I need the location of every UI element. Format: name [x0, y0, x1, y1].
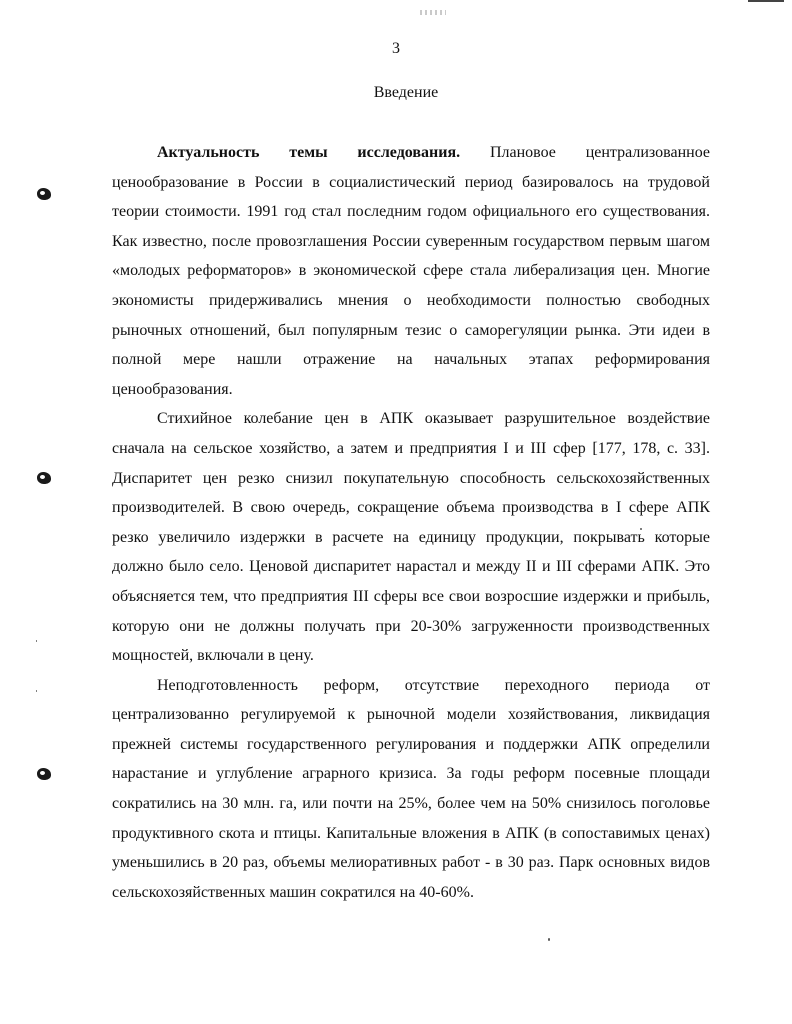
paragraph-relevance [112, 138, 710, 404]
section-title: Введение [373, 84, 439, 101]
binding-hole-mark [37, 188, 51, 200]
scan-speck [548, 938, 550, 941]
binding-hole-mark [37, 768, 51, 780]
paragraph-text: Плановое централизованное ценообразование в России в социалистический период базировалось на трудовой теории стоимости. 1991 год стал последним годом официального его существования. Как известно, после провозглашения России суверенным государством первым шагом «молодых реформаторов» в экономической сфере стала либерализация цен. Многие экономисты придерживались мнения о необходимости полностью свободных рыночных отношений, был популярным тезис о саморегуляции рынка. Эти идеи в полной мере нашли отражение на начальных этапах реформирования ценообразования. [112, 144, 710, 398]
body-text [112, 138, 710, 907]
scan-speck [36, 640, 37, 642]
binding-hole-mark [37, 472, 51, 484]
paragraph-price-fluctuation: Стихийное колебание цен в АПК оказывает разрушительное воздействие сначала на сельское хозяйство, а затем и предприятия I и III сфер [177, 178, с. 33]. Диспаритет цен резко снизил покупательную способность сельскохозяйственных производителей. В свою очередь, сокращение объема производства в I сфере АПК резко увеличило издержки в расчете на единицу продукции, покрывать которые должно было село. Ценовой диспаритет нарастал и между II и III сферами АПК. Это объясняется тем, что предприятия III сферы все свои возросшие издержки и прибыль, которую они не должны получать при 20-30% загруженности производственных мощностей, включали в цену. [112, 410, 711, 665]
paragraph-reform-consequences: Неподготовленность реформ, отсутствие переходного периода от централизованно регулируемой к рыночной модели хозяйствования, ликвидация прежней системы государственного регулирования и поддержки АПК определили нарастание и углубление аграрного кризиса. За годы реформ посевные площади сократились на 30 млн. га, или почти на 25%, более чем на 50% снизилось поголовье продуктивного скота и птицы. Капитальные вложения в АПК (в сопоставимых ценах) уменьшились в 20 раз, объемы мелиоративных работ - в 30 раз. Парк основных видов сельскохозяйственных машин сократился на 40-60%. [112, 676, 710, 901]
scan-speck [36, 690, 37, 692]
paragraph-lead: Актуальность темы исследования. [157, 144, 461, 161]
scan-corner-mark [748, 0, 784, 2]
page-number: 3 [392, 40, 400, 57]
scan-smudge [420, 10, 446, 15]
